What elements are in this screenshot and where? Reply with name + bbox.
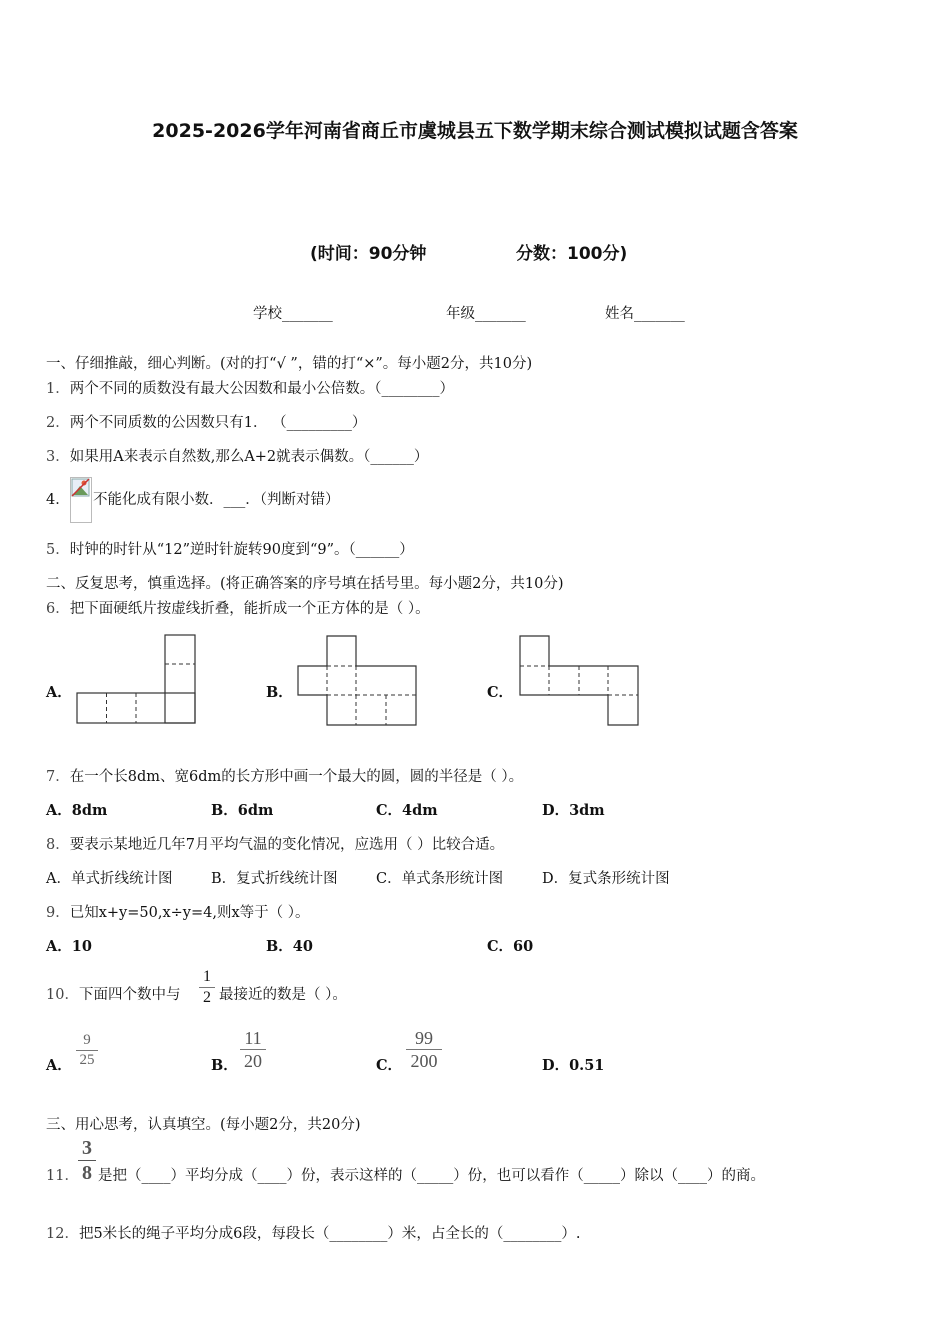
question-text: 要表示某地近几年7月平均气温的变化情况，应选用（ ）比较合适。 [69,837,505,853]
question-7 [46,765,523,786]
question-number: 5． [46,542,70,558]
q10-option-a: A． [46,1057,72,1074]
q7-option-c: C．4dm [376,802,438,819]
q8-option-b: B．复式折线统计图 [211,871,338,887]
school-field: 学校_______ [253,306,333,322]
exam-time: (时间：90分钟 [310,244,427,264]
broken-image-glyph [71,478,91,498]
cube-net-a [74,633,199,728]
question-4-text: 不能化成有限小数．___．（判断对错） [93,492,340,508]
q7-option-d: D．3dm [542,802,605,819]
option-a-label: A． [46,684,72,701]
name-field: 姓名_______ [605,306,685,322]
q10-option-d: D．0.51 [542,1057,605,1074]
question-5 [46,538,414,559]
question-1 [46,377,454,398]
q8-option-c: C．单式条形统计图 [376,871,504,887]
question-number: 6． [46,601,70,617]
question-10-text-post: 最接近的数是（ ）。 [219,987,347,1003]
question-number: 8． [46,837,70,853]
q8-option-a: A．单式折线统计图 [46,871,173,887]
question-text: 已知x+y=50,x÷y=4,则x等于（ ）。 [69,905,310,921]
question-number: 12． [46,1226,79,1242]
option-b-label: B． [266,684,293,701]
question-text: 如果用A来表示自然数,那么A+2就表示偶数。（______） [69,449,429,465]
fraction-9-25: 9 25 [76,1033,98,1068]
question-12 [46,1222,581,1243]
cube-net-c [517,633,642,728]
question-2 [46,411,366,432]
question-text: 时钟的时针从“12”逆时针旋转90度到“9”。（______） [69,542,414,558]
q9-option-c: C．60 [487,938,534,955]
exam-score: 分数：100分) [516,244,628,264]
question-number: 2． [46,415,70,431]
page-title: 2025-2026学年河南省商丘市虞城县五下数学期末综合测试模拟试题含答案 [152,120,798,142]
question-text: 两个不同的质数没有最大公因数和最小公倍数。（________） [69,381,454,397]
q9-option-a: A．10 [46,938,92,955]
question-11-number: 11． [46,1168,79,1184]
section-3-heading: 三、用心思考，认真填空。(每小题2分，共20分) [46,1117,361,1133]
question-text: 在一个长8dm、宽6dm的长方形中画一个最大的圆，圆的半径是（ ）。 [69,769,524,785]
question-11-text: 是把（____）平均分成（____）份，表示这样的（_____）份，也可以看作（_____）除以（____）的商。 [98,1168,765,1184]
question-number: 1． [46,381,70,397]
q7-option-a: A．8dm [46,802,108,819]
question-8 [46,833,504,854]
q9-option-b: B．40 [266,938,313,955]
q10-option-b: B． [211,1057,238,1074]
option-c-label: C． [487,684,514,701]
fraction-3-8: 3 8 [78,1138,96,1183]
question-text-pre: 下面四个数中与 [78,987,181,1003]
question-text: 两个不同质数的公因数只有1． （_________） [69,415,367,431]
question-number: 9． [46,905,70,921]
question-6 [46,597,430,618]
section-1-heading: 一、仔细推敲，细心判断。(对的打“√ ”，错的打“×”。每小题2分，共10分) [46,356,533,372]
question-text: 把5米长的绳子平均分成6段，每段长（________）米，占全长的（________）. [78,1226,581,1242]
fraction-99-200: 99 200 [406,1029,442,1070]
question-number: 3． [46,449,70,465]
question-10 [46,983,180,1004]
question-text: 把下面硬纸片按虚线折叠，能折成一个正方体的是（ ）。 [69,601,430,617]
q7-option-b: B．6dm [211,802,274,819]
question-3 [46,445,428,466]
cube-net-b [295,633,420,728]
q10-option-c: C． [376,1057,403,1074]
question-number: 7． [46,769,70,785]
question-4-number: 4． [46,492,70,508]
broken-image-icon [70,477,92,523]
q8-option-d: D．复式条形统计图 [542,871,670,887]
section-2-heading: 二、反复思考，慎重选择。(将正确答案的序号填在括号里。每小题2分，共10分) [46,576,564,592]
question-number: 10． [46,987,79,1003]
fraction-one-half: 1 2 [199,969,215,1006]
grade-field: 年级_______ [446,306,526,322]
fraction-11-20: 11 20 [240,1029,266,1070]
question-9 [46,901,310,922]
